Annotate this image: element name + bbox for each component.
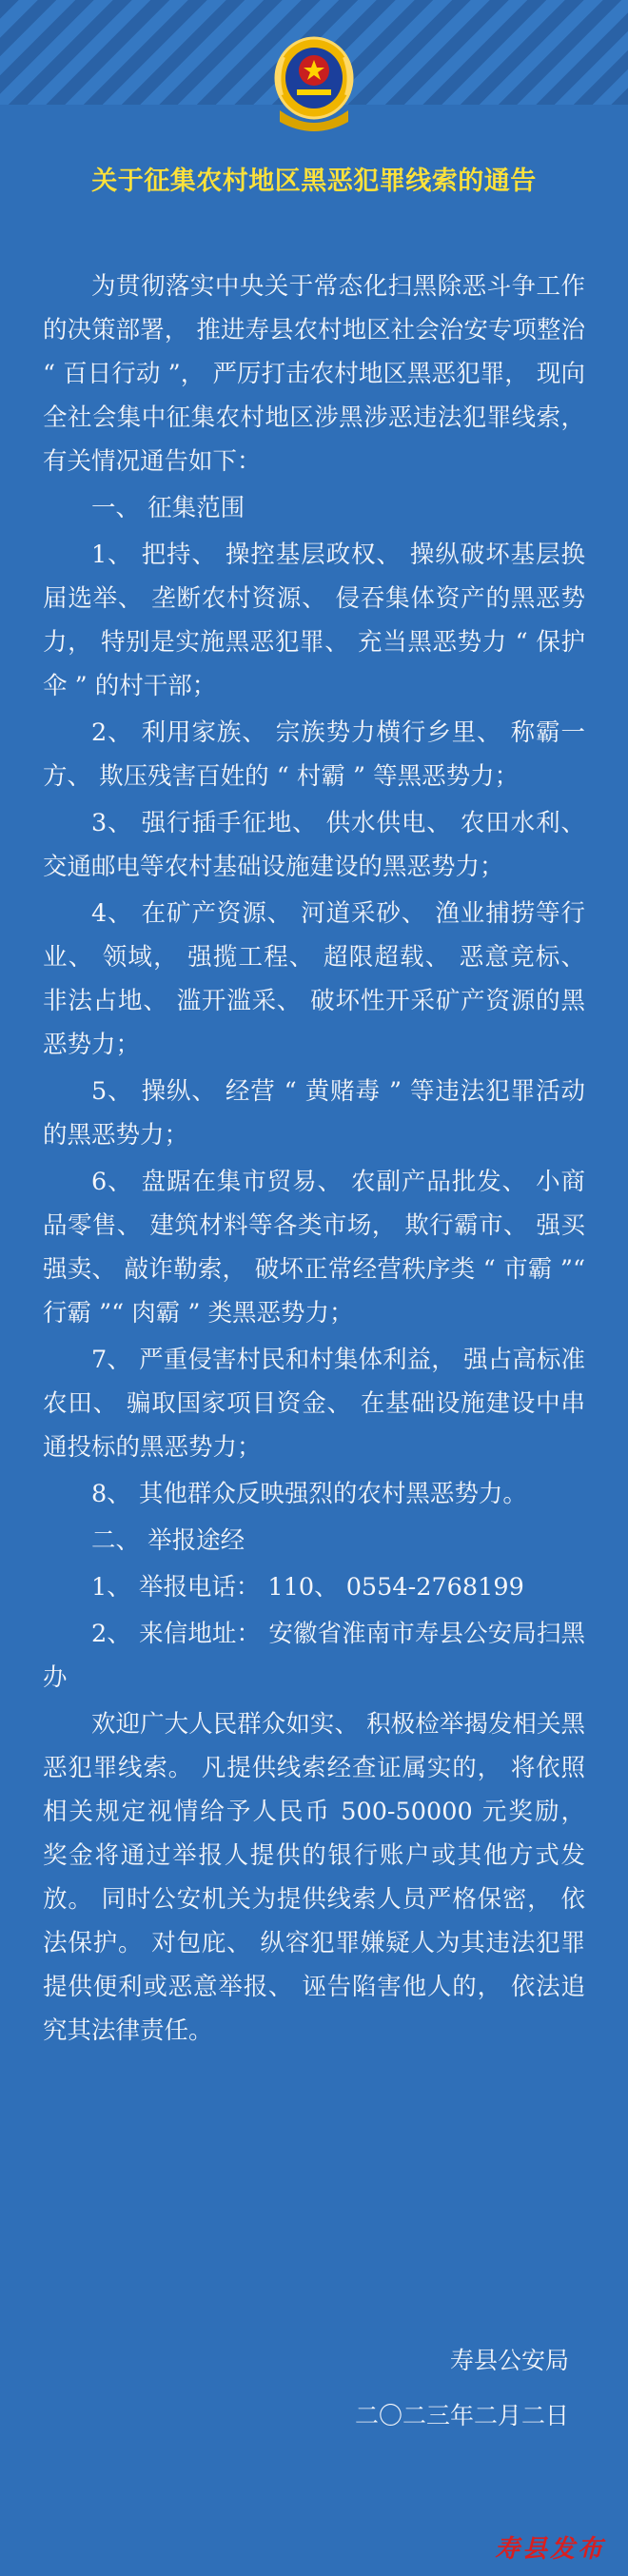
intro-paragraph: 为贯彻落实中央关于常态化扫黑除恶斗争工作的决策部署， 推进寿县农村地区社会治安专项整治 “ 百日行动 ”， 严厉打击农村地区黑恶犯罪， 现向全社会集中征集农村地区涉黑涉恶违法犯罪线索， 有关情况通告如下： [43, 272, 585, 476]
police-emblem-icon [259, 29, 369, 135]
scope-item-4: 4、 在矿产资源、 河道采砂、 渔业捕捞等行业、 领域， 强揽工程、 超限超载、 恶意竞标、 非法占地、 滥开滥采、 破坏性开采矿产资源的黑恶势力； [43, 899, 585, 1059]
notice-title: 关于征集农村地区黑恶犯罪线索的通告 [91, 167, 537, 196]
scope-item-1: 1、 把持、 操控基层政权、 操纵破坏基层换届选举、 垄断农村资源、 侵吞集体资产的黑恶势力， 特别是实施黑恶犯罪、 充当黑恶势力 “ 保护伞 ” 的村干部； [43, 541, 585, 700]
signature-date: 二〇二三年二月二日 [354, 2402, 569, 2429]
brand-watermark: 寿县发布 [494, 2535, 605, 2564]
section-heading-report: 二、 举报途经 [91, 1526, 245, 1555]
scope-item-6: 6、 盘踞在集市贸易、 农副产品批发、 小商品零售、 建筑材料等各类市场， 欺行霸市、 强买强卖、 敲诈勒索， 破坏正常经营秩序类 “ 市霸 ”“ 行霸 ”“ 肉霸 ” 类黑恶势力； [43, 1168, 585, 1327]
signature-block [355, 2333, 569, 2444]
scope-item-5: 5、 操纵、 经营 “ 黄赌毒 ” 等违法犯罪活动的黑恶势力； [43, 1077, 585, 1150]
closing-paragraph: 欢迎广大人民群众如实、 积极检举揭发相关黑恶犯罪线索。 凡提供线索经查证属实的， 将依照相关规定视情给予人民币 500-50000 元奖励， 奖金将通过举报人提供的银行账户或其他方式发放。 同时公安机关为提供线索人员严格保密， 依法保护。 对包庇、 纵容犯罪嫌疑人为其违法犯罪提供便利或恶意举报、 诬告陷害他人的， 依法追究其法律责任。 [43, 1710, 585, 2045]
scope-item-7: 7、 严重侵害村民和村集体利益， 强占高标准农田、 骗取国家项目资金、 在基础设施建设中串通投标的黑恶势力； [43, 1346, 585, 1462]
scope-item-3: 3、 强行插手征地、 供水供电、 农田水利、 交通邮电等农村基础设施建设的黑恶势力； [43, 809, 585, 881]
report-address: 2、 来信地址： 安徽省淮南市寿县公安局扫黑办 [43, 1620, 585, 1692]
section-heading-scope: 一、 征集范围 [91, 494, 245, 522]
report-phone: 1、 举报电话： 110、 0554-2768199 [91, 1573, 524, 1602]
scope-item-2: 2、 利用家族、 宗族势力横行乡里、 称霸一方、 欺压残害百姓的 “ 村霸 ” 等黑恶势力； [43, 718, 585, 791]
scope-item-8: 8、 其他群众反映强烈的农村黑恶势力。 [91, 1480, 527, 1508]
notice-body [43, 265, 585, 2055]
signature-org: 寿县公安局 [449, 2347, 569, 2374]
